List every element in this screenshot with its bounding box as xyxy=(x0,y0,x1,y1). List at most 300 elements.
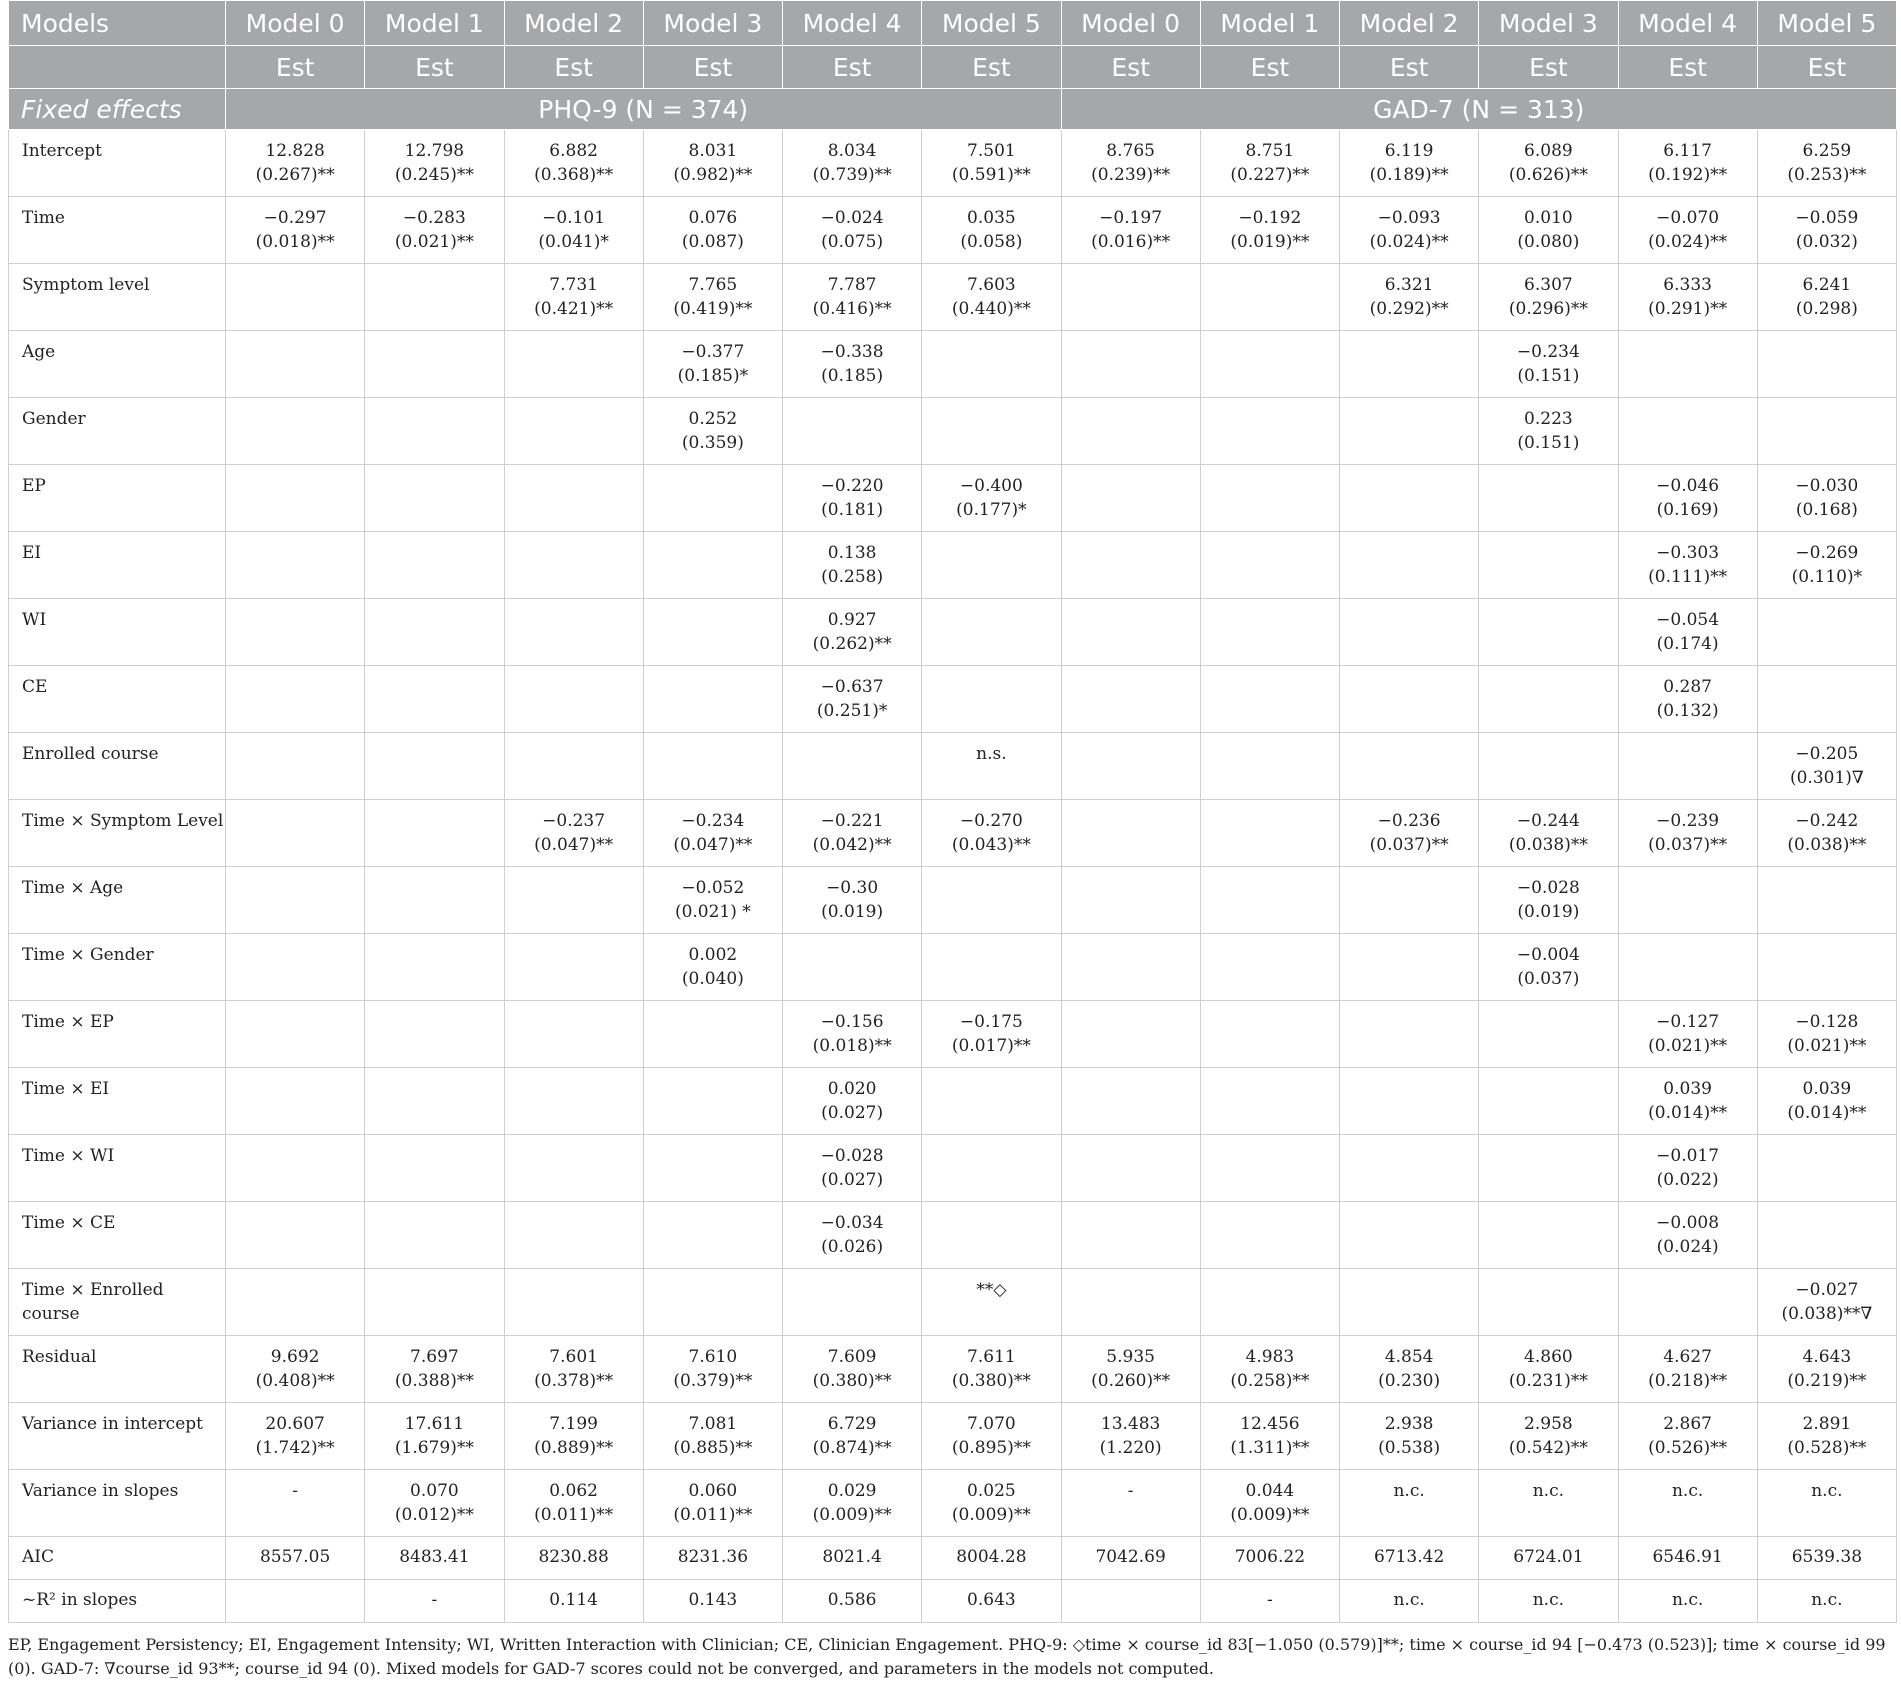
table-cell xyxy=(1061,197,1200,264)
table-cell xyxy=(1200,197,1339,264)
row-label-text: Time × Gender xyxy=(22,945,154,965)
estimate-value: −0.052 xyxy=(681,878,745,898)
row-label xyxy=(9,1403,226,1470)
est-header: Est xyxy=(1061,46,1200,89)
estimate-value: 6713.42 xyxy=(1373,1547,1445,1567)
table-cell xyxy=(1757,1537,1896,1580)
table-cell xyxy=(922,1068,1061,1135)
estimate-value: −0.303 xyxy=(1656,543,1720,563)
standard-error-value: (0.219)** xyxy=(1787,1371,1867,1391)
est-header: Est xyxy=(365,46,504,89)
table-cell xyxy=(1618,733,1757,800)
table-cell xyxy=(1200,331,1339,398)
table-cell xyxy=(365,331,504,398)
table-cell xyxy=(922,264,1061,331)
table-cell xyxy=(783,130,922,197)
table-cell xyxy=(504,1537,643,1580)
standard-error-value: (0.018)** xyxy=(812,1036,892,1056)
standard-error-value: (0.253)** xyxy=(1787,165,1867,185)
estimate-value: - xyxy=(292,1481,298,1501)
row-label xyxy=(9,934,226,1001)
standard-error-value: (0.185)* xyxy=(677,366,749,386)
table-cell xyxy=(1757,1470,1896,1537)
estimate-value: 4.643 xyxy=(1802,1347,1852,1367)
standard-error-value: (0.087) xyxy=(681,232,744,252)
table-cell xyxy=(922,1403,1061,1470)
table-cell xyxy=(365,465,504,532)
estimate-value: 6.241 xyxy=(1802,275,1852,295)
estimate-value: 7.603 xyxy=(967,275,1016,295)
table-cell xyxy=(1479,197,1618,264)
estimate-value: −0.024 xyxy=(820,208,884,228)
table-cell xyxy=(1618,398,1757,465)
standard-error-value: (0.032) xyxy=(1795,232,1858,252)
model-header: Model 5 xyxy=(1757,1,1896,46)
standard-error-value: (0.301)∇ xyxy=(1789,768,1864,788)
table-row xyxy=(9,1580,1897,1623)
row-label-text: EP xyxy=(22,476,46,496)
standard-error-value: (0.230) xyxy=(1378,1371,1441,1391)
table-cell xyxy=(226,599,365,666)
table-cell xyxy=(1200,733,1339,800)
table-cell xyxy=(226,800,365,867)
table-cell xyxy=(643,934,782,1001)
table-row xyxy=(9,331,1897,398)
row-label xyxy=(9,1580,226,1623)
table-row xyxy=(9,666,1897,733)
estimate-value: 0.287 xyxy=(1663,677,1712,697)
mixed-models-table xyxy=(8,0,1897,1623)
table-cell xyxy=(226,130,365,197)
table-cell xyxy=(365,264,504,331)
table-cell xyxy=(1200,1470,1339,1537)
table-cell xyxy=(1479,1202,1618,1269)
standard-error-value: (0.388)** xyxy=(394,1371,474,1391)
standard-error-value: (0.291)** xyxy=(1648,299,1728,319)
row-label xyxy=(9,1336,226,1403)
table-cell xyxy=(922,934,1061,1001)
table-cell xyxy=(1618,331,1757,398)
table-cell xyxy=(783,1001,922,1068)
table-cell xyxy=(504,1001,643,1068)
table-row xyxy=(9,1001,1897,1068)
table-cell xyxy=(922,666,1061,733)
table-cell xyxy=(1340,666,1479,733)
group-label-gad7: GAD-7 (N = 313) xyxy=(1373,94,1585,124)
table-cell xyxy=(643,1001,782,1068)
table-cell xyxy=(504,197,643,264)
table-cell xyxy=(1200,398,1339,465)
table-cell xyxy=(1061,599,1200,666)
table-row xyxy=(9,1336,1897,1403)
table-cell xyxy=(1340,1403,1479,1470)
estimate-value: 7.787 xyxy=(827,275,877,295)
standard-error-value: (0.022) xyxy=(1656,1170,1719,1190)
model-header: Model 5 xyxy=(922,1,1061,46)
standard-error-value: (0.024)** xyxy=(1369,232,1449,252)
estimate-value: 0.029 xyxy=(827,1481,877,1501)
group-header-phq9 xyxy=(226,89,1062,130)
model-header: Model 2 xyxy=(1340,1,1479,46)
table-cell xyxy=(1757,599,1896,666)
estimate-value: 0.076 xyxy=(688,208,738,228)
estimate-value: 8.031 xyxy=(688,141,738,161)
table-cell xyxy=(504,733,643,800)
table-cell xyxy=(1340,867,1479,934)
table-cell xyxy=(922,1001,1061,1068)
table-cell xyxy=(365,1269,504,1336)
standard-error-value: (0.227)** xyxy=(1230,165,1310,185)
model-header: Model 4 xyxy=(1618,1,1757,46)
table-cell xyxy=(1200,599,1339,666)
estimate-value: 13.483 xyxy=(1100,1414,1161,1434)
standard-error-value: (0.021)** xyxy=(1648,1036,1728,1056)
standard-error-value: (0.024) xyxy=(1656,1237,1719,1257)
estimate-value: - xyxy=(431,1590,438,1610)
table-cell xyxy=(226,1001,365,1068)
standard-error-value: (0.528)** xyxy=(1787,1438,1867,1458)
estimate-value: 2.938 xyxy=(1384,1414,1434,1434)
table-cell xyxy=(783,1470,922,1537)
table-cell xyxy=(1200,1001,1339,1068)
estimate-value: −0.093 xyxy=(1377,208,1441,228)
table-cell xyxy=(1200,1269,1339,1336)
est-header: Est xyxy=(504,46,643,89)
estimate-value: −0.070 xyxy=(1656,208,1720,228)
table-cell xyxy=(226,264,365,331)
est-header: Est xyxy=(1757,46,1896,89)
standard-error-value: (0.895)** xyxy=(951,1438,1031,1458)
estimate-value: **◇ xyxy=(976,1280,1007,1300)
table-cell xyxy=(1479,1135,1618,1202)
est-header: Est xyxy=(643,46,782,89)
table-cell xyxy=(226,1537,365,1580)
estimate-value: 12.456 xyxy=(1240,1414,1300,1434)
table-cell xyxy=(226,197,365,264)
table-cell xyxy=(783,1135,922,1202)
estimate-value: −0.270 xyxy=(959,811,1023,831)
table-cell xyxy=(504,934,643,1001)
table-cell xyxy=(1340,934,1479,1001)
estimate-value: 8004.28 xyxy=(956,1547,1027,1567)
estimate-value: −0.244 xyxy=(1516,811,1580,831)
table-cell xyxy=(1340,1336,1479,1403)
estimate-value: n.s. xyxy=(976,744,1007,764)
table-cell xyxy=(226,532,365,599)
estimate-value: n.c. xyxy=(1811,1481,1843,1501)
table-cell xyxy=(922,1470,1061,1537)
table-cell xyxy=(1618,1135,1757,1202)
row-label-text: Variance in intercept xyxy=(22,1414,203,1434)
table-cell xyxy=(1200,1537,1339,1580)
standard-error-value: (0.359) xyxy=(681,433,744,453)
estimate-value: 6.333 xyxy=(1663,275,1712,295)
table-cell xyxy=(783,532,922,599)
standard-error-value: (0.011)** xyxy=(673,1505,753,1525)
table-cell xyxy=(1479,1470,1618,1537)
estimate-value: n.c. xyxy=(1811,1590,1843,1610)
table-cell xyxy=(226,934,365,1001)
table-cell xyxy=(922,465,1061,532)
standard-error-value: (0.591)** xyxy=(951,165,1031,185)
table-cell xyxy=(783,1403,922,1470)
table-cell xyxy=(1757,800,1896,867)
table-cell xyxy=(1061,1135,1200,1202)
table-cell xyxy=(1618,666,1757,733)
estimate-value: −0.027 xyxy=(1795,1280,1859,1300)
estimate-value: −0.338 xyxy=(820,342,884,362)
standard-error-value: (0.177)* xyxy=(956,500,1027,520)
estimate-value: 12.828 xyxy=(265,141,325,161)
table-cell xyxy=(226,1336,365,1403)
row-label xyxy=(9,1001,226,1068)
standard-error-value: (0.009)** xyxy=(1230,1505,1310,1525)
table-row xyxy=(9,197,1897,264)
table-cell xyxy=(1340,465,1479,532)
estimate-value: 0.025 xyxy=(967,1481,1016,1501)
estimate-value: 8231.36 xyxy=(677,1547,749,1567)
estimate-value: 0.020 xyxy=(827,1079,877,1099)
table-cell xyxy=(1340,1537,1479,1580)
standard-error-value: (0.041)* xyxy=(538,232,609,252)
table-cell xyxy=(365,1580,504,1623)
estimate-value: −0.059 xyxy=(1795,208,1859,228)
table-cell xyxy=(1618,1269,1757,1336)
table-cell xyxy=(783,867,922,934)
estimate-value: 6546.91 xyxy=(1652,1547,1723,1567)
standard-error-value: (0.169) xyxy=(1656,500,1719,520)
estimate-value: 6.089 xyxy=(1524,141,1573,161)
estimate-value: −0.220 xyxy=(820,476,884,496)
table-cell xyxy=(1479,1269,1618,1336)
model-header: Model 4 xyxy=(783,1,922,46)
standard-error-value: (0.419)** xyxy=(673,299,753,319)
estimate-value: 8.034 xyxy=(827,141,877,161)
table-cell xyxy=(643,1403,782,1470)
estimate-value: 4.854 xyxy=(1384,1347,1434,1367)
estimate-value: n.c. xyxy=(1532,1481,1565,1501)
table-cell xyxy=(1479,1580,1618,1623)
table-cell xyxy=(226,1269,365,1336)
table-cell xyxy=(365,1001,504,1068)
table-cell xyxy=(1200,1068,1339,1135)
estimate-value: 7.765 xyxy=(688,275,738,295)
table-cell xyxy=(1340,130,1479,197)
estimate-value: 0.070 xyxy=(410,1481,459,1501)
standard-error-value: (0.009)** xyxy=(951,1505,1031,1525)
model-header: Model 1 xyxy=(1200,1,1339,46)
table-cell xyxy=(1757,197,1896,264)
table-cell xyxy=(1757,130,1896,197)
estimate-value: −0.234 xyxy=(1516,342,1580,362)
model-header: Model 3 xyxy=(1479,1,1618,46)
standard-error-value: (0.378)** xyxy=(534,1371,614,1391)
estimate-value: −0.283 xyxy=(402,208,466,228)
standard-error-value: (0.251)* xyxy=(816,701,888,721)
table-cell xyxy=(226,867,365,934)
standard-error-value: (0.258)** xyxy=(1230,1371,1310,1391)
table-cell xyxy=(783,1336,922,1403)
table-cell xyxy=(1340,1202,1479,1269)
table-cell xyxy=(643,1470,782,1537)
table-cell xyxy=(365,398,504,465)
table-cell xyxy=(1479,465,1618,532)
row-label-text: AIC xyxy=(22,1547,54,1567)
table-cell xyxy=(1618,130,1757,197)
estimate-value: 0.060 xyxy=(688,1481,738,1501)
table-cell xyxy=(1757,331,1896,398)
standard-error-value: (0.368)** xyxy=(534,165,614,185)
est-header: Est xyxy=(1340,46,1479,89)
table-cell xyxy=(1479,1001,1618,1068)
estimate-value: 7042.69 xyxy=(1095,1547,1166,1567)
row-label xyxy=(9,1470,226,1537)
table-cell xyxy=(504,1068,643,1135)
table-cell xyxy=(1479,867,1618,934)
estimate-value: 6.321 xyxy=(1384,275,1434,295)
table-cell xyxy=(643,532,782,599)
table-cell xyxy=(1061,1537,1200,1580)
estimate-value: 7.611 xyxy=(967,1347,1016,1367)
row-label xyxy=(9,1202,226,1269)
table-cell xyxy=(783,1269,922,1336)
table-cell xyxy=(783,197,922,264)
standard-error-value: (0.440)** xyxy=(951,299,1031,319)
table-cell xyxy=(1757,465,1896,532)
table-cell xyxy=(1340,331,1479,398)
row-label xyxy=(9,1269,226,1336)
estimate-value: 8557.05 xyxy=(259,1547,331,1567)
table-cell xyxy=(643,264,782,331)
estimate-value: 0.252 xyxy=(688,409,738,429)
standard-error-value: (0.038)**∇ xyxy=(1781,1304,1873,1324)
row-label-text: Gender xyxy=(22,409,86,429)
table-cell xyxy=(1757,1269,1896,1336)
estimate-value: −0.175 xyxy=(959,1012,1023,1032)
standard-error-value: (0.889)** xyxy=(534,1438,614,1458)
standard-error-value: (0.021) * xyxy=(674,902,751,922)
table-cell xyxy=(226,1068,365,1135)
standard-error-value: (0.380)** xyxy=(812,1371,892,1391)
table-cell xyxy=(226,398,365,465)
estimate-value: 6.259 xyxy=(1802,141,1852,161)
table-cell xyxy=(1479,264,1618,331)
row-label xyxy=(9,1068,226,1135)
table-row xyxy=(9,398,1897,465)
standard-error-value: (0.037)** xyxy=(1648,835,1728,855)
table-cell xyxy=(643,331,782,398)
table-cell xyxy=(1479,800,1618,867)
standard-error-value: (0.014)** xyxy=(1648,1103,1728,1123)
table-row xyxy=(9,532,1897,599)
row-label xyxy=(9,130,226,197)
table-cell xyxy=(226,1403,365,1470)
standard-error-value: (0.538) xyxy=(1378,1438,1441,1458)
table-cell xyxy=(1061,1580,1200,1623)
table-cell xyxy=(365,1537,504,1580)
standard-error-value: (0.542)** xyxy=(1508,1438,1588,1458)
table-cell xyxy=(365,130,504,197)
standard-error-value: (0.018)** xyxy=(255,232,335,252)
table-cell xyxy=(365,800,504,867)
row-label-text: CE xyxy=(22,677,48,697)
standard-error-value: (0.296)** xyxy=(1508,299,1588,319)
estimate-value: 0.927 xyxy=(827,610,877,630)
standard-error-value: (0.016)** xyxy=(1091,232,1171,252)
table-row xyxy=(9,599,1897,666)
table-cell xyxy=(504,532,643,599)
estimate-value: 6.729 xyxy=(827,1414,877,1434)
table-cell xyxy=(504,1336,643,1403)
table-cell xyxy=(1061,1068,1200,1135)
model-header: Model 0 xyxy=(1061,1,1200,46)
table-cell xyxy=(643,197,782,264)
estimate-value: −0.030 xyxy=(1795,476,1859,496)
table-cell xyxy=(226,1580,365,1623)
estimate-value: 7.731 xyxy=(549,275,598,295)
table-row xyxy=(9,867,1897,934)
standard-error-value: (0.011)** xyxy=(534,1505,614,1525)
estimate-value: −0.237 xyxy=(542,811,606,831)
table-cell xyxy=(365,867,504,934)
row-label xyxy=(9,733,226,800)
table-cell xyxy=(643,1202,782,1269)
table-cell xyxy=(1618,867,1757,934)
table-cell xyxy=(1757,1336,1896,1403)
row-label-text: ~R² in slopes xyxy=(22,1590,138,1610)
standard-error-value: (0.047)** xyxy=(534,835,614,855)
table-cell xyxy=(1618,264,1757,331)
standard-error-value: (1.311)** xyxy=(1230,1438,1310,1458)
table-cell xyxy=(783,1537,922,1580)
est-header: Est xyxy=(783,46,922,89)
table-row xyxy=(9,733,1897,800)
table-cell xyxy=(783,800,922,867)
standard-error-value: (0.027) xyxy=(821,1103,884,1123)
estimate-value: 9.692 xyxy=(270,1347,320,1367)
table-cell xyxy=(1618,1068,1757,1135)
table-row xyxy=(9,1470,1897,1537)
row-label-text: Time × Enrolled course xyxy=(22,1280,164,1324)
table-cell xyxy=(226,666,365,733)
row-label xyxy=(9,264,226,331)
estimate-value: 2.958 xyxy=(1524,1414,1573,1434)
table-cell xyxy=(1200,666,1339,733)
table-cell xyxy=(504,331,643,398)
estimate-value: −0.236 xyxy=(1377,811,1441,831)
estimate-value: −0.400 xyxy=(959,476,1023,496)
estimate-value: −0.127 xyxy=(1656,1012,1720,1032)
estimate-value: −0.017 xyxy=(1656,1146,1720,1166)
table-cell xyxy=(1200,1336,1339,1403)
group-header-gad7 xyxy=(1061,89,1897,130)
estimate-value: 0.044 xyxy=(1245,1481,1295,1501)
standard-error-value: (0.080) xyxy=(1517,232,1580,252)
standard-error-value: (0.189)** xyxy=(1369,165,1449,185)
estimate-value: −0.239 xyxy=(1656,811,1720,831)
table-cell xyxy=(643,1135,782,1202)
table-cell xyxy=(1618,934,1757,1001)
standard-error-value: (0.874)** xyxy=(812,1438,892,1458)
estimate-value: −0.197 xyxy=(1099,208,1163,228)
standard-error-value: (0.075) xyxy=(821,232,884,252)
table-cell xyxy=(783,599,922,666)
table-cell xyxy=(504,1580,643,1623)
table-cell xyxy=(1479,1336,1618,1403)
models-header: Models xyxy=(9,1,226,46)
row-label-text: EI xyxy=(22,543,42,563)
estimate-value: −0.054 xyxy=(1656,610,1720,630)
